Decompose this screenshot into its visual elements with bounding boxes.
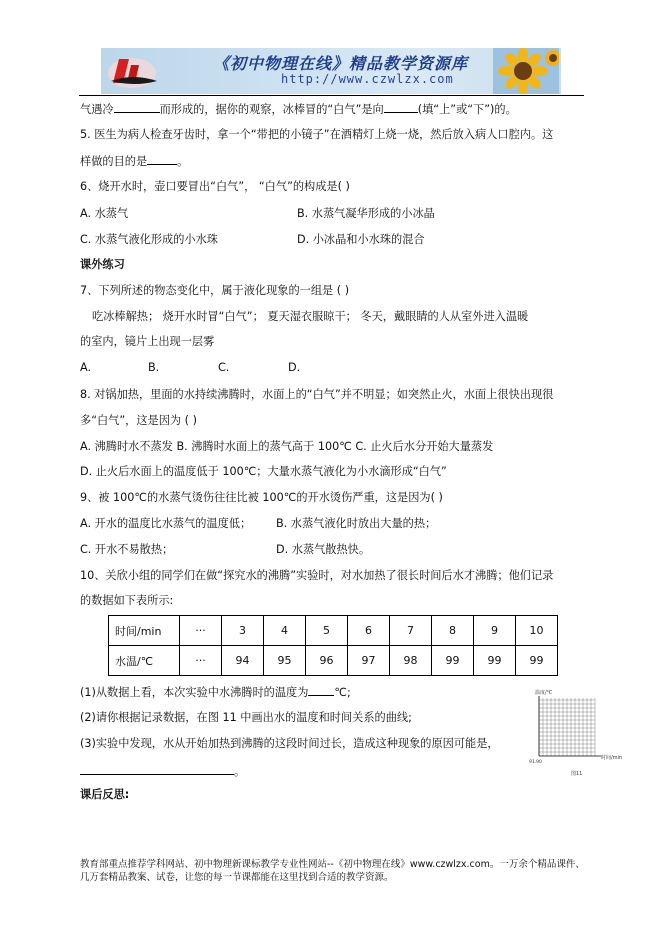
table-cell: ··· [180, 646, 222, 676]
figure-caption: 图11 [571, 771, 583, 777]
question-8-line1: 8. 对锅加热，里面的水持续沸腾时，水面上的“白气”并不明显；如突然止火，水面上很快出现很 [80, 388, 554, 401]
footer-note [80, 858, 585, 884]
banner-url[interactable]: http://www.czwlzx.com [281, 72, 454, 86]
option-7a[interactable]: A. [80, 361, 92, 374]
option-6c[interactable]: C. 水蒸气液化形成的小水珠 [80, 233, 218, 246]
table-cell: 3 [222, 616, 264, 646]
option-7c[interactable]: C. [218, 361, 230, 374]
answer-blank[interactable] [80, 763, 234, 775]
question-4-continuation: 气遇冷 而形成的，据你的观察，冰棒冒的“白气”是向 (填“上”或“下”)的。 [80, 103, 517, 116]
table-cell: ··· [180, 616, 222, 646]
option-7d[interactable]: D. [288, 361, 301, 374]
banner-title: 《初中物理在线》精品教学资源库 [213, 54, 469, 73]
answer-blank[interactable] [114, 101, 160, 113]
table-cell: 99 [432, 646, 474, 676]
option-9b[interactable]: B. 水蒸气液化时放出大量的热； [276, 517, 437, 530]
figure-x-label: 时间/min [601, 755, 623, 761]
question-10-line2: 的数据如下表所示: [80, 594, 174, 607]
subquestion-3-answer: 。 [80, 763, 245, 779]
table-cell: 4 [264, 616, 306, 646]
temperature-time-grid-figure[interactable] [527, 686, 627, 778]
question-7-items-line2: 的室内，镜片上出现一层雾 [80, 335, 215, 348]
sunflower-icon [493, 48, 559, 94]
subquestion-2: (2)请你根据记录数据，在图 11 中画出水的温度和时间关系的曲线; [80, 711, 412, 724]
question-7-items-line1: 吃冰棒解热； 烧开水时冒“白气”； 夏天湿衣服晾干； 冬天，戴眼睛的人从室外进入温暖 [92, 310, 529, 323]
data-table [108, 615, 558, 676]
options-8abc[interactable]: A. 沸腾时水不蒸发 B. 沸腾时水面上的蒸气高于 100℃ C. 止火后水分开始大量蒸发 [80, 440, 494, 453]
footer-line-1: 教育部重点推荐学科网站、初中物理新课标教学专业性网站--《初中物理在线》www.czwlzx.com。一万余个精品课件、 [80, 859, 585, 870]
header-divider [79, 95, 584, 96]
table-cell: 94 [222, 646, 264, 676]
option-6a[interactable]: A. 水蒸气 [80, 207, 129, 220]
table-row [109, 616, 558, 646]
table-cell: 99 [474, 646, 516, 676]
question-5-line1: 5. 医生为病人检查牙齿时，拿一个“带把的小镜子”在酒精灯上烧一烧，然后放入病人口腔内。这 [80, 128, 554, 141]
answer-blank[interactable] [147, 153, 177, 165]
table-cell: 7 [390, 616, 432, 646]
figure-origin-label: 91.90 [529, 760, 542, 765]
question-9: 9、被 100℃的水蒸气烫伤往往比被 100℃的开水烫伤严重，这是因为( ) [80, 491, 443, 504]
subquestion-1: (1)从数据上看，本次实验中水沸腾时的温度为 ℃; [80, 686, 351, 699]
section-heading: 课外练习 [80, 258, 125, 271]
table-cell: 6 [348, 616, 390, 646]
footer-line-2: 几万套精品教案、试卷，让您的每一节课都能在这里找到合适的教学资源。 [80, 872, 394, 883]
site-banner[interactable] [101, 48, 561, 94]
site-logo-icon [105, 51, 161, 91]
table-cell: 96 [306, 646, 348, 676]
option-7b[interactable]: B. [148, 361, 160, 374]
question-5-line2: 样做的目的是 。 [80, 155, 189, 168]
table-row [109, 646, 558, 676]
table-cell: 10 [516, 616, 558, 646]
answer-blank[interactable] [308, 684, 334, 696]
table-cell: 5 [306, 616, 348, 646]
option-9c[interactable]: C. 开水不易散热； [80, 543, 174, 556]
table-cell: 9 [474, 616, 516, 646]
option-8d[interactable]: D. 止火后水面上的温度低于 100℃；大量水蒸气液化为小水滴形成“白气” [80, 465, 447, 478]
question-6: 6、烧开水时，壶口要冒出“白气”， “白气”的构成是( ) [80, 180, 350, 193]
table-cell: 8 [432, 616, 474, 646]
question-8-line2: 多“白气”，这是因为 ( ) [80, 414, 197, 427]
answer-blank[interactable] [384, 101, 418, 113]
table-row-header: 时间/min [109, 616, 180, 646]
table-cell: 99 [516, 646, 558, 676]
option-9a[interactable]: A. 开水的温度比水蒸气的温度低； [80, 517, 252, 530]
table-cell: 98 [390, 646, 432, 676]
option-9d[interactable]: D. 水蒸气散热快。 [276, 543, 371, 556]
table-cell: 97 [348, 646, 390, 676]
option-6d[interactable]: D. 小冰晶和小水珠的混合 [297, 233, 425, 246]
figure-y-label: 温度/℃ [535, 690, 553, 696]
table-row-header: 水温/℃ [109, 646, 180, 676]
reflection-heading: 课后反思: [80, 788, 130, 801]
question-10-line1: 10、关欣小组的同学们在做“探究水的沸腾”实验时，对水加热了很长时间后水才沸腾；他们记录 [80, 569, 554, 582]
table-cell: 95 [264, 646, 306, 676]
option-6b[interactable]: B. 水蒸气凝华形成的小冰晶 [297, 207, 435, 220]
question-7: 7、下列所述的物态变化中，属于液化现象的一组是 ( ) [80, 284, 350, 297]
subquestion-3: (3)实验中发现，水从开始加热到沸腾的这段时间过长，造成这种现象的原因可能是， [80, 737, 499, 750]
